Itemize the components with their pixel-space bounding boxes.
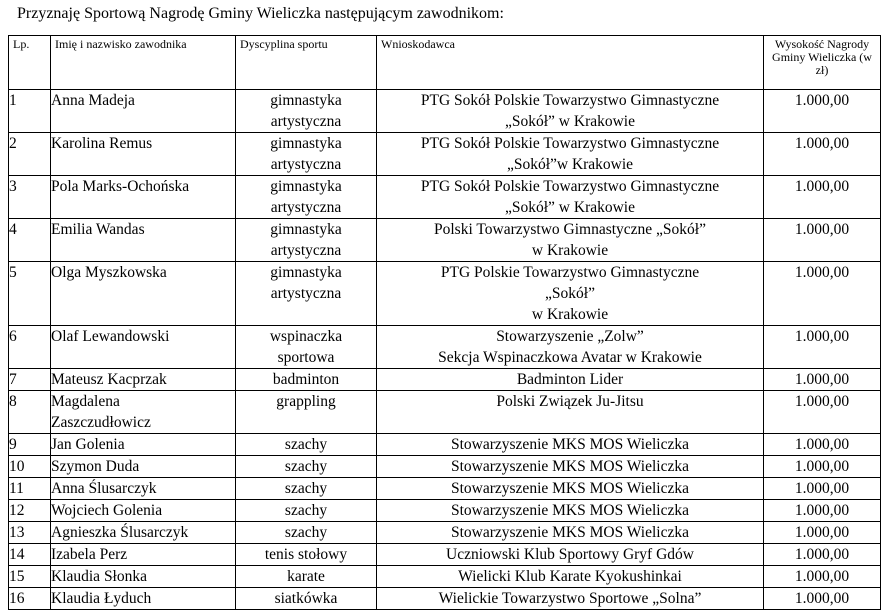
cell-discipline: badminton bbox=[236, 369, 377, 391]
cell-name: Szymon Duda bbox=[51, 456, 236, 478]
cell-lp: 5 bbox=[9, 262, 51, 326]
cell-discipline: szachy bbox=[236, 500, 377, 522]
cell-applicant: Badminton Lider bbox=[377, 369, 764, 391]
cell-lp: 15 bbox=[9, 566, 51, 588]
cell-name: Magdalena Zaszczudłowicz bbox=[51, 391, 236, 434]
cell-applicant: Polski Towarzystwo Gimnastyczne „Sokół” w Krakowie bbox=[377, 219, 764, 262]
cell-applicant: PTG Sokół Polskie Towarzystwo Gimnastyczne „Sokół”w Krakowie bbox=[377, 133, 764, 176]
cell-discipline: szachy bbox=[236, 456, 377, 478]
cell-amount: 1.000,00 bbox=[764, 588, 881, 610]
cell-applicant: Wielicki Klub Karate Kyokushinkai bbox=[377, 566, 764, 588]
cell-amount: 1.000,00 bbox=[764, 133, 881, 176]
cell-amount: 1.000,00 bbox=[764, 500, 881, 522]
cell-amount: 1.000,00 bbox=[764, 434, 881, 456]
cell-amount: 1.000,00 bbox=[764, 369, 881, 391]
cell-name: Wojciech Golenia bbox=[51, 500, 236, 522]
table-row bbox=[9, 566, 881, 588]
table-row bbox=[9, 588, 881, 610]
cell-amount: 1.000,00 bbox=[764, 566, 881, 588]
cell-name: Agnieszka Ślusarczyk bbox=[51, 522, 236, 544]
header-row bbox=[9, 36, 881, 90]
header-discipline: Dyscyplina sportu bbox=[236, 36, 377, 90]
header-name: Imię i nazwisko zawodnika bbox=[51, 36, 236, 90]
table-row bbox=[9, 326, 881, 369]
cell-name: Karolina Remus bbox=[51, 133, 236, 176]
table-row bbox=[9, 391, 881, 434]
cell-lp: 7 bbox=[9, 369, 51, 391]
cell-lp: 6 bbox=[9, 326, 51, 369]
cell-discipline: szachy bbox=[236, 478, 377, 500]
cell-lp: 1 bbox=[9, 90, 51, 133]
cell-applicant: Polski Związek Ju-Jitsu bbox=[377, 391, 764, 434]
cell-amount: 1.000,00 bbox=[764, 326, 881, 369]
cell-lp: 10 bbox=[9, 456, 51, 478]
table-row bbox=[9, 262, 881, 326]
cell-applicant: Stowarzyszenie MKS MOS Wieliczka bbox=[377, 478, 764, 500]
cell-discipline: wspinaczka sportowa bbox=[236, 326, 377, 369]
table-row bbox=[9, 456, 881, 478]
intro-text: Przyznaję Sportową Nagrodę Gminy Wieliczka następującym zawodnikom: bbox=[17, 5, 504, 22]
cell-applicant: Stowarzyszenie MKS MOS Wieliczka bbox=[377, 434, 764, 456]
cell-lp: 3 bbox=[9, 176, 51, 219]
cell-lp: 14 bbox=[9, 544, 51, 566]
cell-name: Anna Madeja bbox=[51, 90, 236, 133]
awards-table bbox=[8, 35, 881, 610]
cell-amount: 1.000,00 bbox=[764, 176, 881, 219]
cell-name: Olga Myszkowska bbox=[51, 262, 236, 326]
cell-discipline: gimnastyka artystyczna bbox=[236, 90, 377, 133]
table-row bbox=[9, 544, 881, 566]
cell-lp: 11 bbox=[9, 478, 51, 500]
table-row bbox=[9, 500, 881, 522]
cell-applicant: Stowarzyszenie MKS MOS Wieliczka bbox=[377, 500, 764, 522]
table-row bbox=[9, 90, 881, 133]
cell-lp: 2 bbox=[9, 133, 51, 176]
cell-name: Klaudia Łyduch bbox=[51, 588, 236, 610]
cell-applicant: Stowarzyszenie MKS MOS Wieliczka bbox=[377, 522, 764, 544]
table-row bbox=[9, 522, 881, 544]
cell-discipline: gimnastyka artystyczna bbox=[236, 176, 377, 219]
cell-amount: 1.000,00 bbox=[764, 262, 881, 326]
cell-lp: 16 bbox=[9, 588, 51, 610]
cell-name: Klaudia Słonka bbox=[51, 566, 236, 588]
cell-name: Olaf Lewandowski bbox=[51, 326, 236, 369]
cell-name: Jan Golenia bbox=[51, 434, 236, 456]
cell-discipline: tenis stołowy bbox=[236, 544, 377, 566]
table-row bbox=[9, 369, 881, 391]
cell-discipline: karate bbox=[236, 566, 377, 588]
cell-applicant: Stowarzyszenie MKS MOS Wieliczka bbox=[377, 456, 764, 478]
cell-discipline: szachy bbox=[236, 522, 377, 544]
cell-lp: 9 bbox=[9, 434, 51, 456]
cell-amount: 1.000,00 bbox=[764, 391, 881, 434]
header-amount: Wysokość Nagrody Gminy Wieliczka (w zł) bbox=[764, 36, 881, 90]
cell-lp: 4 bbox=[9, 219, 51, 262]
header-applicant: Wnioskodawca bbox=[377, 36, 764, 90]
cell-amount: 1.000,00 bbox=[764, 478, 881, 500]
table-row bbox=[9, 478, 881, 500]
table-row bbox=[9, 219, 881, 262]
cell-applicant: PTG Polskie Towarzystwo Gimnastyczne „Sokół” w Krakowie bbox=[377, 262, 764, 326]
cell-discipline: grappling bbox=[236, 391, 377, 434]
cell-applicant: Stowarzyszenie „Zolw” Sekcja Wspinaczkowa Avatar w Krakowie bbox=[377, 326, 764, 369]
cell-lp: 13 bbox=[9, 522, 51, 544]
cell-discipline: gimnastyka artystyczna bbox=[236, 133, 377, 176]
cell-name: Anna Ślusarczyk bbox=[51, 478, 236, 500]
cell-amount: 1.000,00 bbox=[764, 219, 881, 262]
cell-name: Pola Marks-Ochońska bbox=[51, 176, 236, 219]
cell-applicant: Wielickie Towarzystwo Sportowe „Solna” bbox=[377, 588, 764, 610]
cell-applicant: PTG Sokół Polskie Towarzystwo Gimnastyczne „Sokół” w Krakowie bbox=[377, 90, 764, 133]
cell-lp: 8 bbox=[9, 391, 51, 434]
table-row bbox=[9, 133, 881, 176]
cell-discipline: siatkówka bbox=[236, 588, 377, 610]
cell-amount: 1.000,00 bbox=[764, 544, 881, 566]
cell-name: Emilia Wandas bbox=[51, 219, 236, 262]
cell-discipline: szachy bbox=[236, 434, 377, 456]
table-row bbox=[9, 176, 881, 219]
cell-discipline: gimnastyka artystyczna bbox=[236, 219, 377, 262]
cell-amount: 1.000,00 bbox=[764, 456, 881, 478]
cell-lp: 12 bbox=[9, 500, 51, 522]
cell-name: Izabela Perz bbox=[51, 544, 236, 566]
cell-amount: 1.000,00 bbox=[764, 90, 881, 133]
cell-amount: 1.000,00 bbox=[764, 522, 881, 544]
cell-name: Mateusz Kacprzak bbox=[51, 369, 236, 391]
cell-applicant: PTG Sokół Polskie Towarzystwo Gimnastyczne „Sokół” w Krakowie bbox=[377, 176, 764, 219]
cell-discipline: gimnastyka artystyczna bbox=[236, 262, 377, 326]
header-lp: Lp. bbox=[9, 36, 51, 90]
cell-applicant: Uczniowski Klub Sportowy Gryf Gdów bbox=[377, 544, 764, 566]
table-row bbox=[9, 434, 881, 456]
